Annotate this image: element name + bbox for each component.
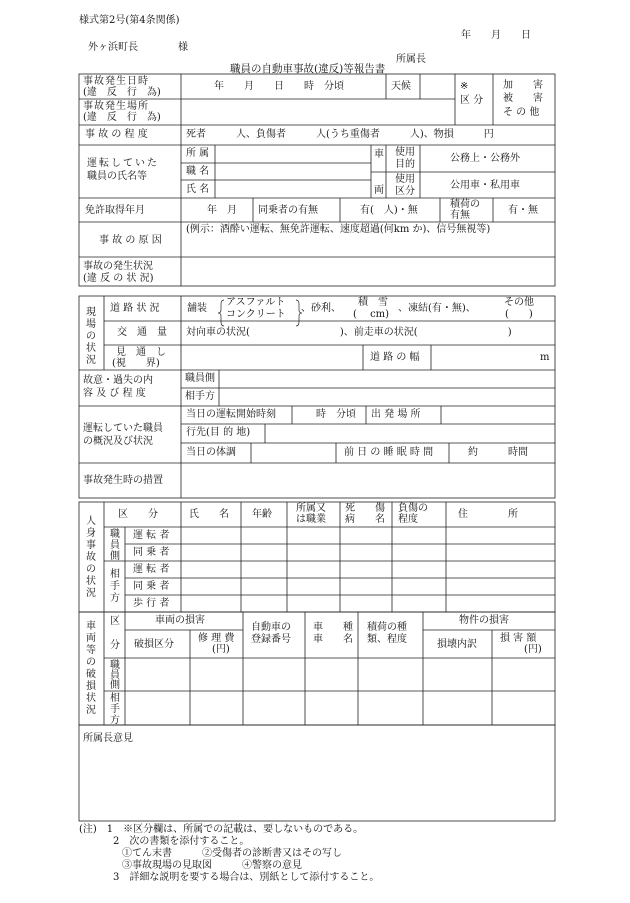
vehicle-label-5: 破 <box>86 669 96 680</box>
use-class-value[interactable]: 公用車・私用車 <box>450 180 520 191</box>
visibility-label-sub: (視 界) <box>112 358 160 369</box>
place-label-sub: (違 反 行 為) <box>83 112 161 123</box>
personal-label-2: 身 <box>86 528 96 539</box>
vehicle-label-3: 等 <box>86 645 96 656</box>
purpose-label: 使用 <box>395 147 415 158</box>
col-address: 住 所 <box>458 509 518 520</box>
col4-amount-unit: (円) <box>524 644 542 655</box>
col4-amount: 損 害 額 <box>500 633 537 644</box>
departure-label: 出 発 場 所 <box>371 409 421 420</box>
col-job-sub: は職業 <box>296 514 326 525</box>
personal-label-5: の <box>86 564 96 575</box>
col4-reg-sub: 登録番号 <box>251 634 291 645</box>
col4-cargo: 積荷の種 <box>367 622 407 633</box>
road-paved: 舗装 <box>187 303 207 314</box>
opinion-label: 所属長意見 <box>83 733 133 744</box>
col4-cargo-sub: 類、程度 <box>367 634 407 645</box>
vehicle-label-7: 状 <box>86 693 96 704</box>
affiliation-label: 所 属 <box>186 148 210 159</box>
driver-label: 運転していた <box>87 158 159 169</box>
visibility-label: 見 通 し <box>116 347 166 358</box>
road-label: 道 路 状 況 <box>110 303 160 314</box>
use-class-label: 使用 <box>395 174 415 185</box>
col-kubun: 区 分 <box>118 509 158 520</box>
other-side-1: 相 <box>110 569 120 580</box>
personal-label-7: 況 <box>86 588 96 599</box>
load-label-sub: 有無 <box>450 210 470 221</box>
site-label-5: 況 <box>86 355 96 366</box>
staff-side-1: 職 <box>110 529 120 540</box>
load-label: 積荷の <box>450 199 480 210</box>
road-gravel[interactable]: 、砂利、 <box>301 303 341 314</box>
sleep-value[interactable]: 約 時間 <box>468 447 528 458</box>
license-label: 免許取得年月 <box>85 205 145 216</box>
personal-label-6: 状 <box>86 576 96 587</box>
col4-bun: 分 <box>110 640 120 651</box>
staff4-side-2: 員 <box>110 670 120 681</box>
other-side-3: 方 <box>110 593 120 604</box>
cause-example: (例示：酒酔い運転、無免許運転、速度超過(何km か)、信号無視等) <box>186 224 491 235</box>
row-staff-passenger: 同 乗 者 <box>133 547 170 558</box>
row-other-driver: 運 転 者 <box>133 564 170 575</box>
vehicle-label-4: の <box>86 657 96 668</box>
cause-label: 事 故 の 原 因 <box>99 235 162 246</box>
fault-other-label: 相手方 <box>185 391 215 402</box>
col4-repair: 修 理 費 <box>198 633 235 644</box>
traffic-label: 交 通 量 <box>117 327 167 338</box>
kubun-mark: ※ <box>460 81 469 92</box>
datetime-value[interactable]: 年 月 日 時 分頃 <box>214 81 344 92</box>
site-label-2: 場 <box>86 319 96 330</box>
personal-label-4: 故 <box>86 552 96 563</box>
col-death: 死 傷 <box>345 503 385 514</box>
note-3: ①てん末書 ②受傷者の診断書又はその写し <box>122 848 342 859</box>
col4-reg: 自動車の <box>251 622 291 633</box>
addressee: 外ヶ浜町長 様 <box>88 42 188 53</box>
col4-repair-unit: (円) <box>212 644 230 655</box>
place-label: 事故発生場所 <box>83 101 149 112</box>
start-time-label: 当日の運転開始時刻 <box>186 409 276 420</box>
road-width-label: 道 路 の 幅 <box>370 352 420 363</box>
col4-vehicle-damage: 車両の損害 <box>155 615 205 626</box>
col-job: 所属又 <box>296 503 326 514</box>
other4-side-3: 方 <box>110 715 120 726</box>
row-pedestrian: 歩 行 者 <box>133 598 170 609</box>
degree-label: 事 故 の 程 度 <box>85 129 148 140</box>
site-label-3: の <box>86 331 96 342</box>
kubun-option-other[interactable]: そ の 他 <box>503 107 540 118</box>
driver-condition-label-sub: の概況及び状況 <box>83 436 153 447</box>
vehicle-label-2: 両 <box>86 633 96 644</box>
job-title-label: 職 名 <box>186 166 210 177</box>
road-snow-cm[interactable]: ( cm) <box>353 309 390 320</box>
road-other[interactable]: その他 <box>504 297 534 308</box>
sender: 所属長 <box>396 54 426 65</box>
driver-label-sub: 職員の氏名等 <box>87 171 147 182</box>
situation-label: 事故の発生状況 <box>83 261 153 272</box>
datetime-label: 事故発生日時 <box>83 76 149 87</box>
col-age: 年齢 <box>252 509 272 520</box>
vehicle-label-8: 況 <box>86 705 96 716</box>
site-label-1: 現 <box>86 307 96 318</box>
col-name: 氏 名 <box>189 509 229 520</box>
license-value[interactable]: 年 月 <box>207 205 237 216</box>
purpose-value[interactable]: 公務上・公務外 <box>450 153 520 164</box>
driver-condition-label: 運転していた職員 <box>83 423 163 434</box>
col-death-sub: 病 名 <box>345 514 385 525</box>
fault-label: 故意・過失の内 <box>83 375 153 386</box>
start-time-value[interactable]: 時 分頃 <box>316 409 356 420</box>
kubun-option-victim[interactable]: 被 害 <box>503 93 543 104</box>
road-width-unit: m <box>540 352 550 363</box>
passenger-label: 同乗者の有無 <box>258 205 318 216</box>
staff-side-3: 側 <box>110 551 120 562</box>
personal-label-1: 人 <box>86 516 96 527</box>
kubun-label: 区 分 <box>460 95 484 106</box>
staff4-side-3: 側 <box>110 680 120 691</box>
road-concrete[interactable]: コンクリート <box>226 309 286 320</box>
road-snow[interactable]: 積 雪 <box>358 297 388 308</box>
sleep-label: 前 日 の 睡 眠 時 間 <box>344 447 434 458</box>
col-injury: 負傷の <box>398 503 428 514</box>
row-other-passenger: 同 乗 者 <box>133 581 170 592</box>
site-label-4: 状 <box>86 343 96 354</box>
load-value[interactable]: 有・無 <box>508 205 538 216</box>
measures-label: 事故発生時の措置 <box>83 475 163 486</box>
health-label: 当日の体調 <box>186 447 236 458</box>
form-number: 様式第2号(第4条関係) <box>79 15 180 26</box>
weather-label: 天候 <box>391 81 411 92</box>
col4-breakdown: 損壊内訳 <box>437 639 477 650</box>
name-label: 氏 名 <box>186 184 210 195</box>
other-side-2: 手 <box>110 581 120 592</box>
destination-label: 行先(目 的 地) <box>186 427 251 438</box>
vehicle-label-bottom: 両 <box>374 185 384 196</box>
note-1: (注) 1 ※区分欄は、所属での記載は、要しないものである。 <box>79 824 364 835</box>
road-other-paren[interactable]: ( ) <box>505 309 533 320</box>
row-staff-driver: 運 転 者 <box>133 530 170 541</box>
col-injury-sub: 程度 <box>398 514 418 525</box>
col4-damage-class: 破損区分 <box>134 639 174 650</box>
vehicle-label-6: 損 <box>86 681 96 692</box>
col4-type: 車 種 <box>313 622 353 633</box>
traffic-value[interactable]: 対向車の状況( )、前走車の状況( ) <box>186 327 512 338</box>
fault-label-sub: 容 及 び 程 度 <box>83 388 146 399</box>
fault-staff-label: 職員側 <box>185 373 215 384</box>
col4-type-sub: 車 名 <box>313 634 353 645</box>
col4-property: 物件の損害 <box>459 615 509 626</box>
section5-border <box>79 725 555 821</box>
staff-side-2: 員 <box>110 540 120 551</box>
other4-side-1: 相 <box>110 693 120 704</box>
vehicle-label-top: 車 <box>374 149 384 160</box>
datetime-label-sub: (違 反 行 為) <box>83 87 161 98</box>
passenger-value[interactable]: 有( 人)・無 <box>360 205 418 216</box>
note-4: ③事故現場の見取図 ④警察の意見 <box>122 860 302 871</box>
road-frozen[interactable]: 、凍結(有・無)、 <box>398 303 476 314</box>
staff4-side-1: 職 <box>110 660 120 671</box>
degree-value[interactable]: 死者 人、負傷者 人(うち重傷者 人)、物損 円 <box>186 129 494 140</box>
purpose-label-sub: 目的 <box>395 159 415 170</box>
road-asphalt[interactable]: アスファルト <box>226 297 286 308</box>
vehicle-label-1: 車 <box>86 621 96 632</box>
other4-side-2: 手 <box>110 704 120 715</box>
note-2: 2 次の書類を添付すること。 <box>113 836 250 847</box>
page-title: 職員の自動車事故(違反)等報告書 <box>230 63 386 75</box>
personal-label-3: 事 <box>86 540 96 551</box>
report-date: 年 月 日 <box>461 30 531 41</box>
situation-label-sub: (違 反 の 状 況) <box>83 273 154 284</box>
kubun-option-harm[interactable]: 加 害 <box>503 80 543 91</box>
col4-ku: 区 <box>110 616 120 627</box>
note-5: 3 詳細な説明を要する場合は、別紙として添付すること。 <box>113 872 380 883</box>
use-class-label-sub: 区分 <box>395 186 415 197</box>
